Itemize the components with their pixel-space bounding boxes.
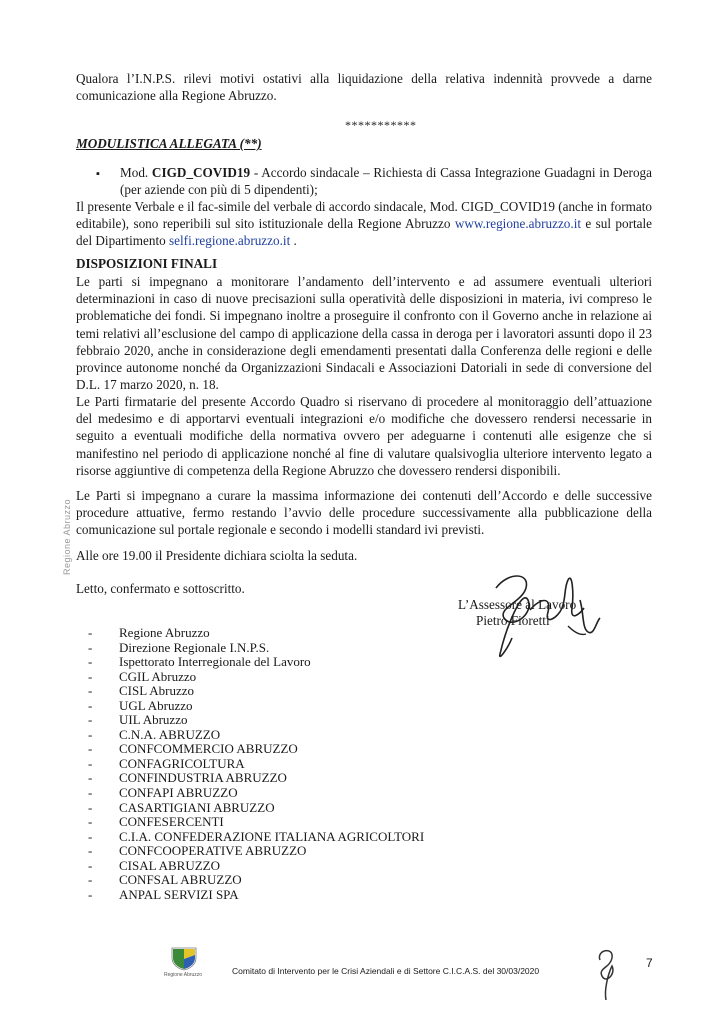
- signature-name: Pietro Fioretti: [476, 613, 550, 628]
- list-item: - CGIL Abruzzo: [88, 668, 197, 684]
- list-item: - UGL Abruzzo: [88, 697, 193, 713]
- list-item: - CONFINDUSTRIA ABRUZZO: [88, 770, 287, 786]
- logo-caption: Regione Abruzzo: [164, 972, 203, 978]
- list-item: - CONFESERCENTI: [88, 814, 224, 830]
- margin-stamp: Regione Abruzzo: [62, 498, 72, 575]
- list-item: - CASARTIGIANI ABRUZZO: [88, 799, 275, 815]
- list-item: - Direzione Regionale I.N.P.S.: [88, 639, 270, 655]
- list-item: - CONFCOOPERATIVE ABRUZZO: [88, 843, 307, 859]
- intro-paragraph: Qualora l’I.N.P.S. rilevi motivi ostativi alla liquidazione della relativa indennità provvede a darne comunicazione alla Regione Abruzzo.: [76, 71, 652, 104]
- asterisk-separator: ***********: [345, 118, 417, 132]
- handwritten-initials-icon: [588, 944, 628, 1004]
- selfi-portal-link[interactable]: selfi.regione.abruzzo.it: [169, 233, 291, 249]
- form-code: CIGD_COVID19: [151, 165, 251, 180]
- closing-statement: Alle ore 19.00 il Presidente dichiara sciolta la seduta.: [76, 548, 358, 563]
- signature-title: L’Assessore al Lavoro: [458, 597, 577, 612]
- list-item: - Ispettorato Interregionale del Lavoro: [88, 654, 311, 670]
- page-number: 7: [646, 956, 653, 970]
- list-item: - CONFCOMMERCIO ABRUZZO: [88, 741, 298, 757]
- disposizioni-paragraph-2: Le Parti firmatarie del presente Accordo Quadro si riservano di procedere al monitoraggio dell’attuazione del medesimo e di apportarvi eventuali integrazioni e/o modifiche che dovessero rendersi necessarie in seguito a eventuali modifiche della normativa ovvero per adeguarne i contenuti alle esigenze che si manifestino nel periodo di applicazione nonché al fine di valutare qualsivoglia ulteriore intervento legato a risorse aggiuntive di competenza della Regione Abruzzo che dovessero rendersi disponibili.: [76, 394, 652, 478]
- list-item: - UIL Abruzzo: [88, 712, 188, 728]
- modulistica-heading: MODULISTICA ALLEGATA (**): [76, 136, 262, 151]
- regione-abruzzo-logo-icon: [167, 945, 201, 971]
- list-item: - CONFSAL ABRUZZO: [88, 872, 242, 888]
- disposizioni-paragraph-1: Le parti si impegnano a monitorare l’andamento dell’intervento e ad assumere eventuali ulteriori determinazioni in caso di nuove precisazioni sulla operatività delle disposizioni in materia, ivi compreso le problematiche dei fondi. Si impegnano inoltre a proseguire il confronto con il Governo anche in relazione ai temi relativi all’esclusione del campo di applicazione della cassa in deroga per i lavoratori assunti dopo il 23 febbraio 2020, anche in considerazione degli emendamenti presentati dalla Conferenza delle regioni e delle province autonome nonché da Organizzazioni Sindacali e Associazioni Datoriali in sede di conversione del D.L. 17 marzo 2020, n. 18.: [76, 274, 652, 393]
- regione-website-link[interactable]: www.regione.abruzzo.it: [454, 216, 582, 232]
- disposizioni-heading: DISPOSIZIONI FINALI: [76, 256, 218, 271]
- modulistica-item: Mod. CIGD_COVID19 - Accordo sindacale – Richiesta di Cassa Integrazione Guadagni in Deroga (per aziende con più di 5 dipendenti);: [120, 165, 652, 198]
- footer-text: Comitato di Intervento per le Crisi Aziendali e di Settore C.I.C.A.S. del 30/03/2020: [232, 966, 540, 976]
- list-item: - CISL Abruzzo: [88, 683, 194, 699]
- signatories-list: [88, 626, 424, 902]
- list-item: - C.N.A. ABRUZZO: [88, 726, 221, 742]
- bullet-icon: ▪: [96, 168, 100, 180]
- list-item: - C.I.A. CONFEDERAZIONE ITALIANA AGRICOLTORI: [88, 828, 425, 844]
- list-item: - ANPAL SERVIZI SPA: [88, 886, 239, 902]
- letto-statement: Letto, confermato e sottoscritto.: [76, 581, 245, 596]
- list-item: - CONFAPI ABRUZZO: [88, 785, 238, 801]
- verbale-paragraph: Il presente Verbale e il fac-simile del verbale di accordo sindacale, Mod. CIGD_COVID19 (anche in formato editabile), sono reperibili sul sito istituzionale della Regione Abruzzo www.regione.abruzzo.it e sul portale del Dipartimento selfi.regione.abruzzo.it .: [76, 199, 652, 249]
- handwritten-signature-icon: [468, 558, 608, 668]
- list-item: - CISAL ABRUZZO: [88, 857, 220, 873]
- disposizioni-paragraph-3: Le Parti si impegnano a curare la massima informazione dei contenuti dell’Accordo e delle successive procedure attuative, fermo restando l’avvio delle procedure successivamente alla pubblicazione della comunicazione sul portale regionale e secondo i modelli standard ivi previsti.: [76, 488, 652, 538]
- list-item: - CONFAGRICOLTURA: [88, 755, 245, 771]
- list-item: - Regione Abruzzo: [88, 625, 210, 640]
